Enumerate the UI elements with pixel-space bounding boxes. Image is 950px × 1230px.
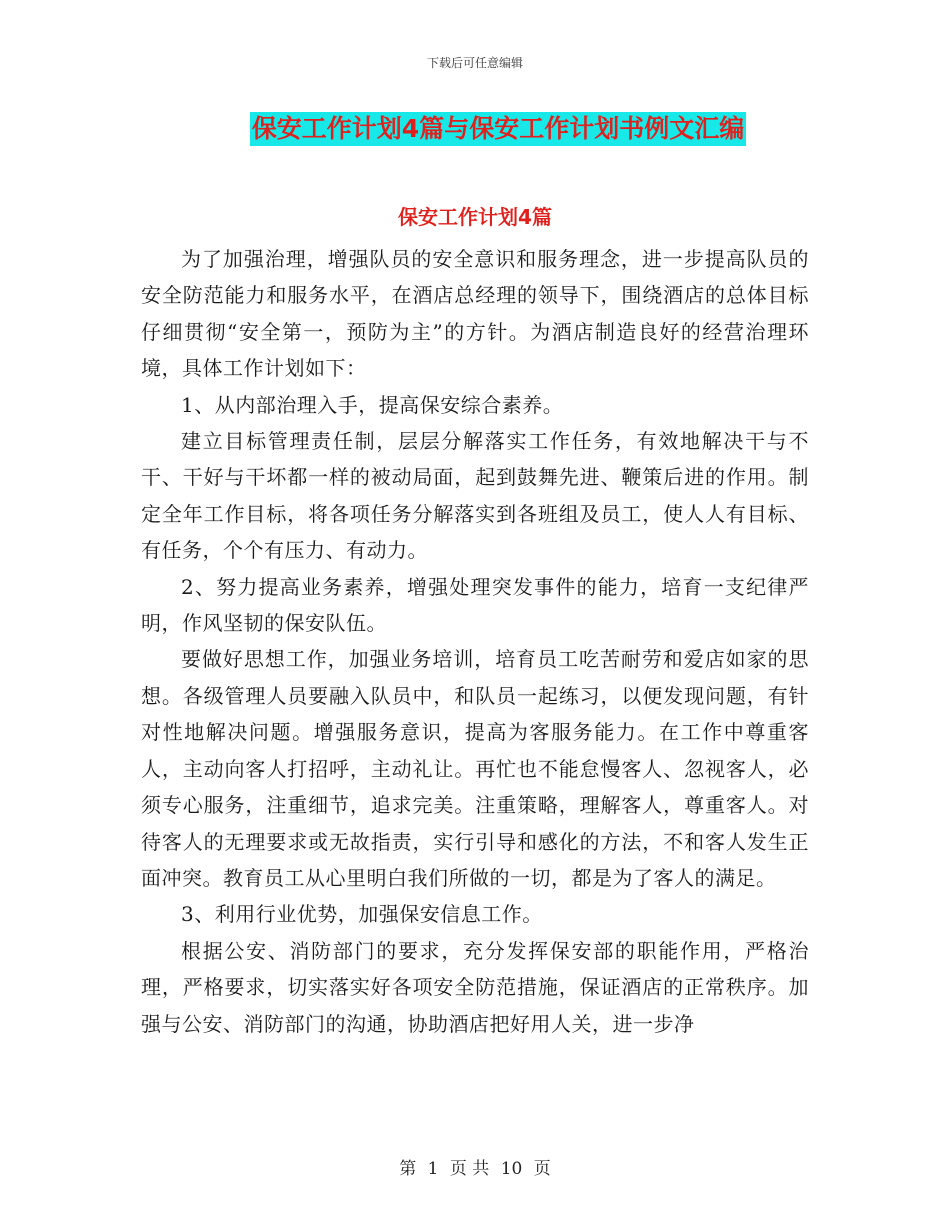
total-page-count: 10 [500,1159,523,1179]
paragraph: 3、利用行业优势，加强保安信息工作。 [181,902,543,927]
paragraph: 要做好思想工作，加强业务培训，培育员工吃苦耐劳和爱店如家的思想。各级管理人员要融入队员中，和队员一起练习，以便发现问题，有针对性地解决问题。增强服务意识，提高为客服务能力。在工作中尊重客人，主动向客人打招呼，主动礼让。再忙也不能怠慢客人、忽视客人，必须专心服务，注重细节，追求完美。注重策略，理解客人，尊重客人。对待客人的无理要求或无故指责，实行引导和感化的方法，不和客人发生正面冲突。教育员工从心里明白我们所做的一切，都是为了客人的满足。 [141,647,809,890]
main-title-wrap [0,112,950,146]
paragraph: 2、努力提高业务素养，增强处理突发事件的能力，培育一支纪律严明，作风坚韧的保安队伍。 [141,574,809,636]
footer-middle: 页 共 [449,1159,490,1179]
paragraph: 1、从内部治理入手，提高保安综合素养。 [181,392,564,417]
paragraph: 根据公安、消防部门的要求，充分发挥保安部的职能作用，严格治理，严格要求，切实落实好各项安全防范措施，保证酒店的正常秩序。加强与公安、消防部门的沟通，协助酒店把好用人关，进一步净 [141,938,809,1036]
section-title: 保安工作计划4篇 [398,205,552,229]
document-body [141,241,809,1042]
page-footer [0,1154,950,1179]
current-page-number: 1 [427,1159,439,1179]
paragraph: 建立目标管理责任制，层层分解落实工作任务，有效地解决干与不干、干好与干坏都一样的被动局面，起到鼓舞先进、鞭策后进的作用。制定全年工作目标，将各项任务分解落实到各班组及员工，使人人有目标、有任务，个个有压力、有动力。 [141,429,809,563]
footer-suffix: 页 [533,1159,551,1179]
footer-prefix: 第 [399,1159,417,1179]
header-note: 下载后可任意编辑 [426,56,523,70]
paragraph: 为了加强治理，增强队员的安全意识和服务理念，进一步提高队员的安全防范能力和服务水平，在酒店总经理的领导下，围绕酒店的总体目标仔细贯彻“安全第一，预防为主”的方针。为酒店制造良好的经营治理环境，具体工作计划如下： [141,247,809,381]
main-title: 保安工作计划4篇与保安工作计划书例文汇编 [250,112,746,146]
